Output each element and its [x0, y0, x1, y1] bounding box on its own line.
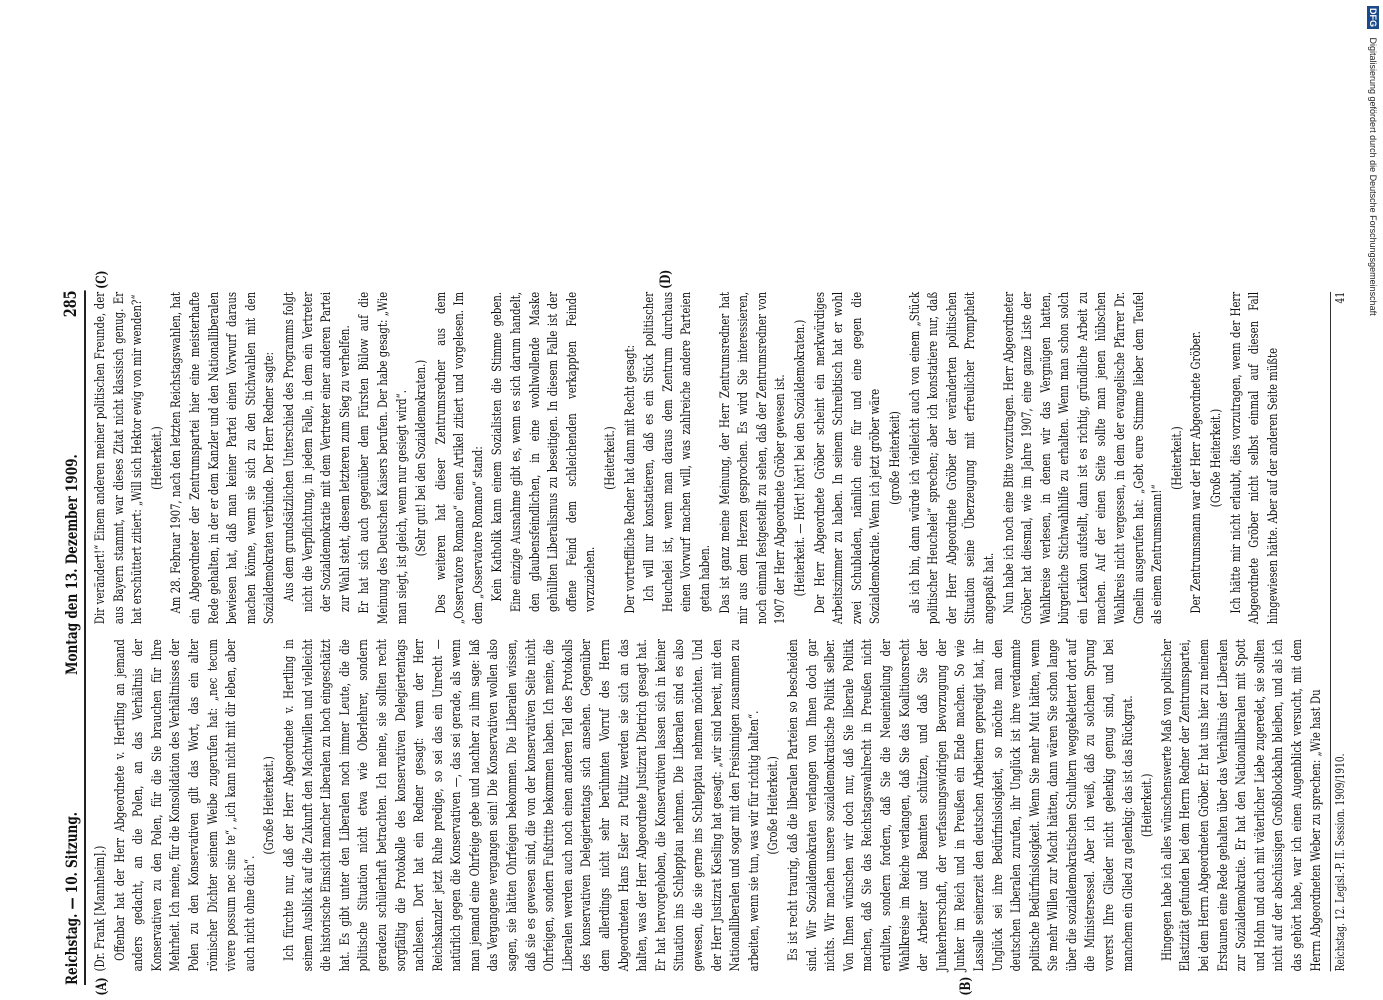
right-column-paragraph: (Sehr gut! bei den Sozialdemokraten.)	[414, 359, 430, 557]
footer-session: Reichstag. 12. Legisl.-P. II. Session. 1909/1910.	[1333, 753, 1347, 972]
margin-marker-c: (C)	[94, 270, 110, 289]
left-text-column	[92, 639, 1322, 971]
dfg-logo: DFG	[1368, 8, 1378, 27]
left-column-paragraph: Es ist recht traurig, daß die liberalen Parteien so bescheiden sind. Wir Sozialdemokraten verlangen von Ihnen doch gar nichts. Wir machen unsere sozialdemokratische Politik selber. Von Ihnen wünschen wir doch nur, daß Sie liberale Politik machen, daß Sie das Reichstagswahlrecht in Preußen nicht erdulten, sondern fordern, daß Sie die Neueinteilung der Wahlkreise im Reiche verlangen, daß Sie das Koalitionsrecht der Arbeiter und Beamten schützen, und daß Sie der Junkerherrschaft, der verfassungswidrigen Bevorzugung der Junker im Reich und in Preußen ein Ende machen. So wie Lassalle seinerzeit den deutschen Arbeitern gepredigt hat, ihr Unglück sei ihre Bedürfnislosigkeit, so möchte man den deutschen Liberalen zurufen, ihr Unglück ist ihre verdammte politische Bedürfnislosigkeit. Wenn Sie mehr Mut hätten, wenn Sie mehr Willen zur Macht hätten, dann wären Sie schon lange über die sozialdemokratischen Schultern weggeklettert dort auf die Ministersessel. Aber ich weiß, daß zu solchem Sprung vorerst Ihre Glieder nicht gelenkig genug sind, und bei manchem ein Glied zu gelenkig: das ist das Rückgrat.	[785, 639, 1136, 972]
right-column-paragraph: (Große Heiterkeit.)	[1209, 408, 1225, 508]
right-column-paragraph: (Heiterkeit.)	[603, 426, 619, 490]
right-text-column	[92, 292, 1322, 624]
right-column-paragraph: als ich bin, dann würde ich vielleicht auch von einem „Stück politischer Heuchelei“ sprechen; aber ich konstatiere nur, daß der Herr Abgeordnete Gröber der veränderten politischen Situation seine Überzeugung mit erfreulicher Promptheit angepaßt hat.	[907, 291, 997, 625]
right-column-paragraph: Ich will nur konstatieren, daß es ein Stück politischer Heuchelei ist, wenn man daraus dem Zentrum durchaus einen Vorwurf machen will, was zahlreiche andere Parteien getan haben.	[642, 291, 713, 613]
right-column-paragraph: Dir verändert!“ Einem anderen meiner politischen Freunde, der aus Bayern stammt, war dieses Zitat nicht klassisch genug. Er hat erschüttert zitiert: „Will sich Hektor ewig von mir wenden?“	[93, 291, 146, 625]
right-column-paragraph: Aus dem grundsätzlichen Unterschied des Programms folgt nicht die Verpflichtung, in jedem Falle, in dem ein Vertreter der Sozialdemokratie mit dem Vertreter einer anderen Partei zur Wahl steht, diesem letzteren zum Sieg zu verhelfen.	[281, 291, 353, 613]
left-column-paragraph: Hingegen habe ich alles wünschenswerte Maß von politischer Elastizität gefunden bei dem Herrn Redner der Zentrumspartei, bei dem Herrn Abgeordneten Gröber. Er hat uns hier zu meinem Erstaunen eine Rede gehalten über das Verhältnis der Liberalen zur Sozialdemokratie. Er hat den Nationalliberalen mit Spott und Hohn und auch mit väterlicher Liebe zugeredet, sie sollten nicht auf der abschüssigen Großblockbahn bleiben, und als ich das gehört habe, war ich einen Augenblick versucht, mit dem Herrn Abgeordneten Weber zu sprechen: „Wie hast Du	[1159, 639, 1324, 972]
sheet-number: 41	[1333, 291, 1347, 304]
right-column-paragraph: Der Herr Abgeordnete Gröber scheint ein merkwürdiges Arbeitszimmer zu haben. In seinem Schreibtisch hat er wohl zwei Schubladen, nämlich eine für und eine gegen die Sozialdemokratie. Wenn ich jetzt gröber wäre	[812, 291, 884, 625]
right-column-paragraph: (Heiterkeit.)	[149, 426, 165, 490]
left-column-paragraph: Offenbar hat der Herr Abgeordnete v. Hertling an jemand anders gedacht, an die Polen, an das Verhältnis der Konservativen zu den Polen, für die Sie brauchen für Ihre Mehrheit. Ich meine, für die Konsolidation des Verhältnisses der Polen zu den Konservativen gilt das Wort, das ein alter römischer Dichter seinem Weibe zugerufen hat: „nec tecum vivere possum nec sine te“, „ich kann nicht mit dir leben, aber auch nicht ohne dich“.	[112, 639, 258, 972]
right-column-paragraph: Ich hätte mir nicht erlaubt, dies vorzutragen, wenn der Herr Abgeordnete Gröber nicht selbst einmal auf diesen Fall hingewiesen hätte. Aber auf der anderen Seite müßte	[1228, 291, 1281, 625]
right-column-paragraph: Der Zentrumsmann war der Herr Abgeordnete Gröber.	[1189, 331, 1205, 614]
digitization-credit	[1367, 6, 1379, 826]
right-column-paragraph: Das ist ganz meine Meinung, der Herr Zentrumsredner hat mir aus dem Herzen gesprochen. Es wird Sie interessieren, noch einmal festgestellt zu sehen, daß der Zentrumsredner von 1907 der Herr Abgeordnete Gröber gewesen ist.	[717, 291, 789, 625]
right-column-paragraph: Des weiteren hat dieser Zentrumsredner aus dem „Osservatore Romano“ einen Artikel zitiert und vorgelesen. Im dem „Osservatore Romano“ stand:	[433, 291, 486, 625]
page-number: 285	[61, 290, 81, 318]
left-column-paragraph: (Große Heiterkeit.)	[766, 756, 782, 855]
margin-marker-b: (B)	[958, 976, 974, 996]
page-header	[58, 290, 86, 985]
left-column-paragraph: Ich fürchte nur, daß der Herr Abgeordnete v. Hertling in seinem Ausblick auf die Zukunft den Machtwillen und vielleicht die historische Einsicht mancher Liberalen zu hoch eingeschätzt hat. Es gibt unter den Liberalen noch immer Leute, die die politische Situation nicht etwa wie Oberlehrer, sondern geradezu schülerhaft betrachten. Ich meine, sie sollten recht sorgfältig die Protokolle des konservativen Delegiertentags nachlesen. Dort hat ein Redner gesagt: wenn der Herr Reichskanzler jetzt Ruhe predige, so sei das ein Unrecht — natürlich gegen die Konservativen —, das sei gerade, als wenn man jemand eine Ohrfeige gebe und nachher zu ihm sage: laß das Vergangene vergangen sein! Die Konservativen wollen also sagen, sie hätten Ohrfeigen bekommen. Die Liberalen wissen, daß sie es gewesen sind, die von der konservativen Seite nicht Ohrfeigen, sondern Fußtritte bekommen haben. Ich meine, die Liberalen werden auch noch einen anderen Teil des Protokolls des konservativen Delegiertentags sich ansehen. Gegenüber dem allerdings nicht sehr berühmten Vorruf des Herrn Abgeordneten Hans Esler zu Putlitz werden sie sich an das halten, was der Herr Abgeordnete Justizrat Dietrich gesagt hat. Er hat hervorgehoben, die Konservativen lassen sich in keiner Situation ins Schlepptau nehmen. Die Liberalen sind es also gewesen, die sie gerne ins Schlepptau nehmen möchten. Und der Herr Justizrat Kiesling hat gesagt: „wir sind bereit, mit den Nationalliberalen und sogar mit den Freisinnigen zusammen zu arbeiten, wenn sie tun, was wir für richtig halten“.	[281, 639, 762, 972]
left-column-paragraph: (Große Heiterkeit.)	[262, 756, 278, 855]
document-sheet	[58, 269, 1358, 996]
right-column-paragraph: Am 28. Februar 1907, nach den letzten Reichstagswahlen, hat ein Abgeordneter der Zentrumspartei hier eine meisterhafte Rede gehalten, in der er dem Kanzler und den Nationalliberalen bewiesen hat, daß man keiner Partei einen Vorwurf daraus machen könne, wenn sie sich zu den Stichwahlen mit den Sozialdemokraten verbünde. Der Herr Redner sagte:	[169, 291, 278, 625]
header-left: Reichstag. — 10. Sitzung.	[62, 811, 81, 985]
margin-marker-a: (A)	[94, 977, 110, 996]
right-column-paragraph: Nun habe ich noch eine Bitte vorzutragen. Herr Abgeordneter Gröber hat diesmal, wie im Jahre 1907, eine ganze Liste der Wahlkreise verlesen, in denen wir das Vergnügen hatten, bürgerliche Stichwahlhilfe zu erhalten. Wenn man schon solch ein Lexikon aufstellt, dann ist es richtig, gründliche Arbeit zu machen. Auf der einen Seite sollte man jenen hübschen Wahlkreis nicht vergessen, in dem der evangelische Pfarrer Dr. Gmelin ausgerufen hat: „Gebt eure Stimme lieber dem Teufel als einem Zentrumsmann!“	[1001, 291, 1166, 625]
right-column-paragraph: (Heiterkeit.)	[1169, 426, 1185, 490]
right-column-paragraph: (große Heiterkeit)	[887, 411, 903, 505]
left-column-paragraph: (Dr. Frank [Mannheim].)	[93, 845, 108, 972]
header-date: Montag den 13. Dezember 1909.	[62, 454, 81, 675]
right-column-paragraph: Der vortreffliche Redner hat dann mit Recht gesagt:	[622, 344, 638, 614]
margin-marker-d: (D)	[658, 269, 674, 289]
rotated-page	[58, 269, 1358, 996]
left-column-paragraph: (Heiterkeit.)	[1140, 773, 1156, 838]
right-column-paragraph: Er hat sich auch gegenüber dem Fürsten Bülow auf die Meinung des Deutschen Kaisers berufen. Der habe gesagt: „Wie man siegt, ist gleich, wenn nur gesiegt wird“.	[357, 291, 410, 625]
page-footer	[1330, 292, 1355, 972]
right-column-paragraph: Kein Katholik kann einem Sozialisten die Stimme geben. Eine einzige Ausnahme gibt es, wenn es sich darum handelt, den glaubensfeindlichen, in eine wohlwollende Maske gehüllten Liberalismus zu beseitigen. In diesem Falle ist der offene Feind dem schleichenden verkappten Feinde vorzuziehen.	[490, 291, 599, 613]
credit-text: Digitalisierung gefördert durch die Deutsche Forschungsgemeinschaft	[1368, 37, 1378, 316]
right-column-paragraph: (Heiterkeit. — Hört! hört! bei den Sozialdemokraten.)	[792, 319, 808, 597]
